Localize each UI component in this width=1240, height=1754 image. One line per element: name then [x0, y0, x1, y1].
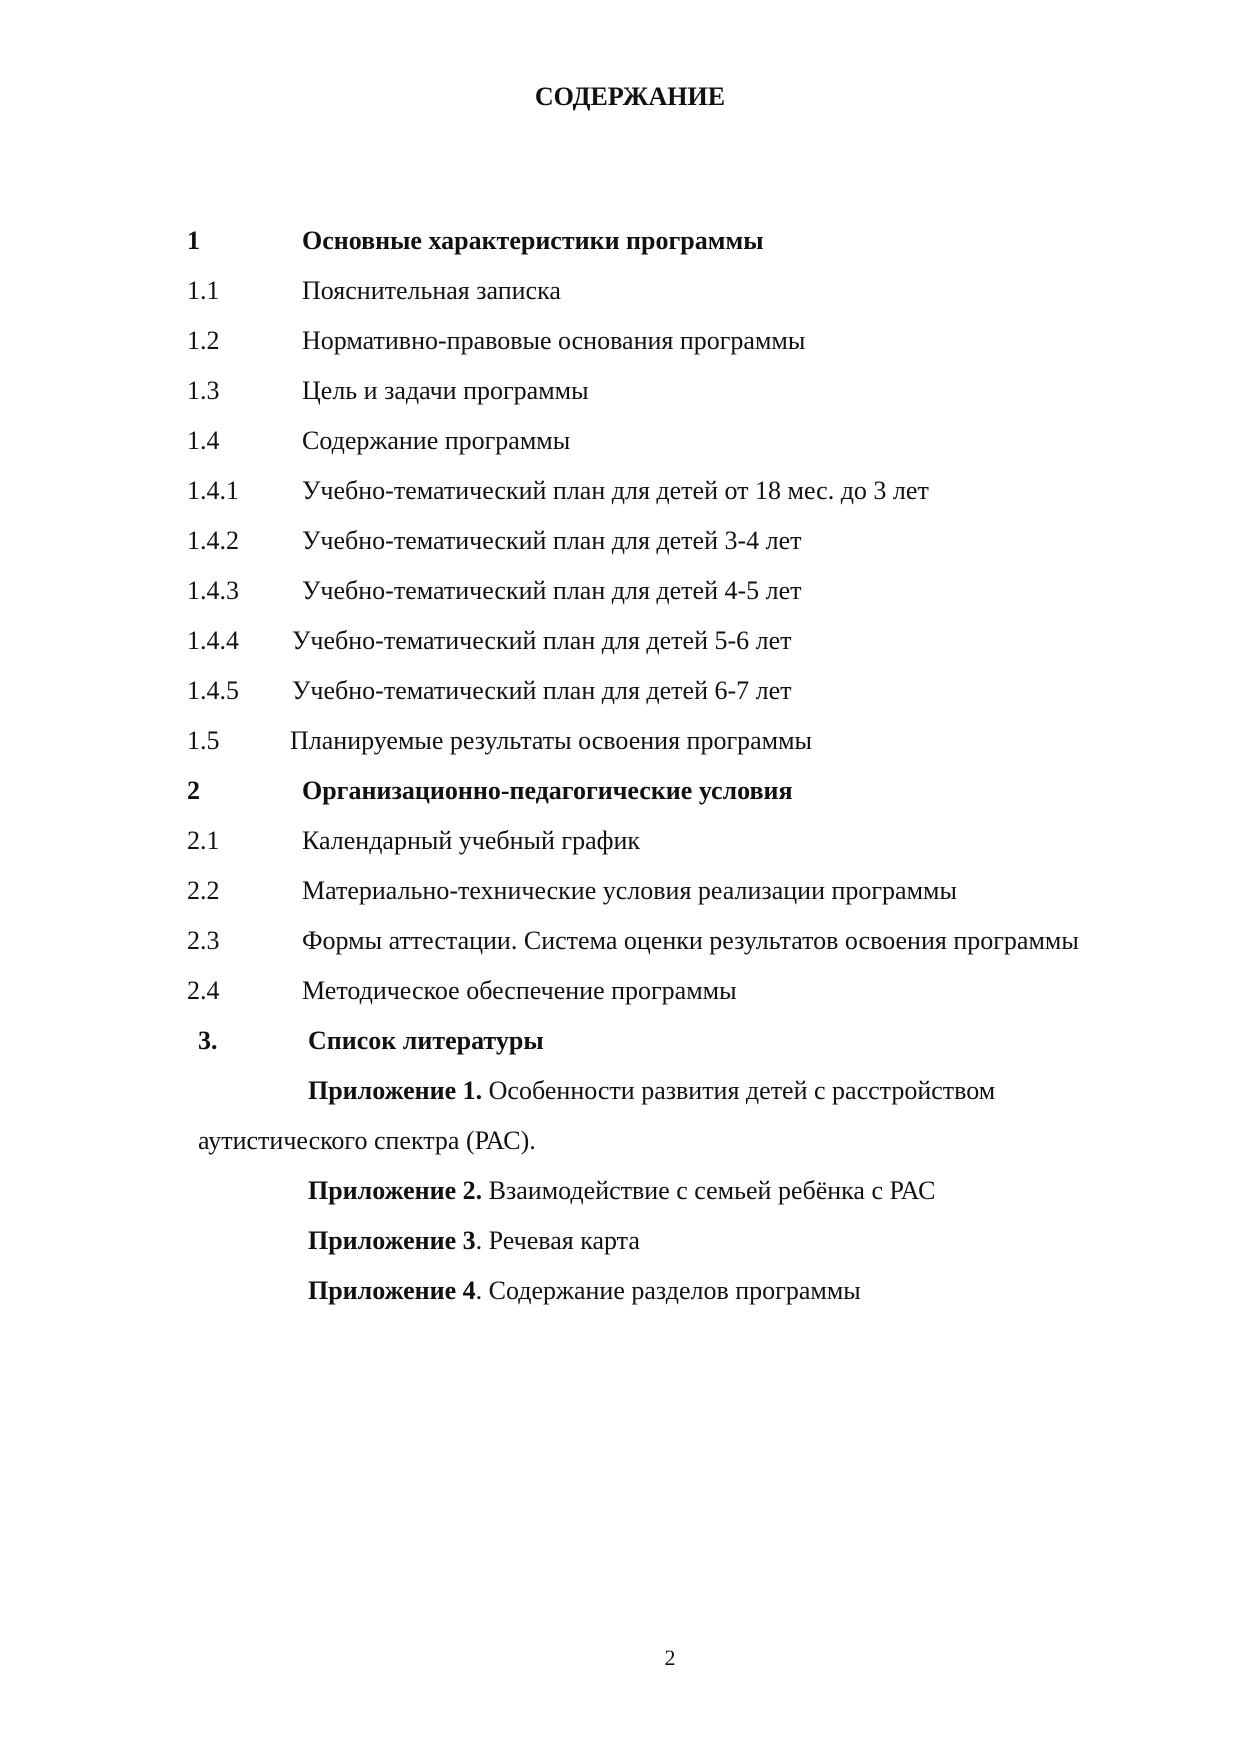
toc-entry-number: 2.2: [187, 876, 220, 905]
appendix-4: [308, 1276, 861, 1306]
toc-entry-1-2: [0, 326, 1240, 356]
appendix-label: Приложение 3: [308, 1226, 476, 1255]
appendix-text: Взаимодействие с семьей ребёнка с РАС: [482, 1176, 936, 1205]
toc-entry-2-1: [0, 826, 1240, 856]
toc-entry-number: 1.4: [187, 426, 220, 455]
appendix-text: Особенности развития детей с расстройством: [482, 1076, 996, 1105]
toc-entry-title: Учебно-тематический план для детей 5-6 лет: [292, 626, 792, 655]
toc-entry-1-3: [0, 376, 1240, 406]
toc-entry-title: Планируемые результаты освоения программы: [290, 726, 813, 755]
appendix-2: [308, 1176, 935, 1206]
toc-entry-number: 2.1: [187, 826, 220, 855]
appendix-1-continuation: аутистического спектра (РАС).: [198, 1126, 536, 1155]
toc-entry-title: Организационно-педагогические условия: [302, 776, 793, 805]
toc-entry-title: Содержание программы: [302, 426, 571, 455]
toc-entry-1-5: [0, 726, 1240, 756]
toc-entry-number: 1.1: [187, 276, 220, 305]
toc-entry-title: Методическое обеспечение программы: [302, 976, 737, 1005]
toc-entry-title: Материально-технические условия реализации программы: [302, 876, 957, 905]
appendix-3: [308, 1226, 640, 1256]
toc-entry-1-4-3: [0, 576, 1240, 606]
toc-entry-number: 1.3: [187, 376, 220, 405]
toc-entry-title: Список литературы: [308, 1026, 544, 1055]
toc-entry-number: 3.: [198, 1026, 218, 1055]
toc-entry-title: Формы аттестации. Система оценки результатов освоения программы: [302, 926, 1079, 955]
toc-entry-number: 2: [187, 776, 200, 805]
page-title: СОДЕРЖАНИЕ: [534, 82, 726, 111]
toc-entry-number: 1.4.5: [187, 676, 239, 705]
toc-entry-title: Нормативно-правовые основания программы: [302, 326, 806, 355]
toc-entry-1-4-4: [0, 626, 1240, 656]
toc-entry-2-2: [0, 876, 1240, 906]
toc-entry-title: Учебно-тематический план для детей 3-4 лет: [302, 526, 802, 555]
toc-entry-title: Цель и задачи программы: [302, 376, 589, 405]
toc-entry-1-4-1: [0, 476, 1240, 506]
toc-entry-title: Основные характеристики программы: [302, 226, 764, 255]
toc-entry-2: [0, 776, 1240, 806]
appendix-1: [308, 1076, 995, 1106]
toc-entry-title: Пояснительная записка: [302, 276, 561, 305]
toc-entry-title: Учебно-тематический план для детей 6-7 лет: [292, 676, 792, 705]
toc-entry-1-1: [0, 276, 1240, 306]
toc-entry-number: 1.4.1: [187, 476, 239, 505]
toc-entry-number: 1.2: [187, 326, 220, 355]
appendix-label: Приложение 2.: [308, 1176, 483, 1205]
toc-entry-2-3: [0, 926, 1240, 956]
toc-entry-1-4-2: [0, 526, 1240, 556]
toc-entry-title: Учебно-тематический план для детей 4-5 лет: [302, 576, 802, 605]
toc-entry-2-4: [0, 976, 1240, 1006]
toc-entry-number: 2.4: [187, 976, 220, 1005]
toc-entry-number: 1.4.2: [187, 526, 239, 555]
toc-entry-3: [0, 1026, 1240, 1056]
appendix-label: Приложение 4: [308, 1276, 476, 1305]
appendix-label: Приложение 1.: [308, 1076, 483, 1105]
toc-entry-1: [0, 226, 1240, 256]
toc-entry-number: 1: [187, 226, 200, 255]
appendix-text: . Содержание разделов программы: [475, 1276, 861, 1305]
toc-entry-title: Учебно-тематический план для детей от 18 мес. до 3 лет: [302, 476, 929, 505]
appendix-text: . Речевая карта: [475, 1226, 640, 1255]
toc-entry-number: 1.5: [187, 726, 220, 755]
toc-entry-number: 1.4.4: [187, 626, 239, 655]
toc-entry-1-4: [0, 426, 1240, 456]
toc-entry-title: Календарный учебный график: [302, 826, 640, 855]
toc-entry-1-4-5: [0, 676, 1240, 706]
toc-entry-number: 1.4.3: [187, 576, 239, 605]
toc-entry-number: 2.3: [187, 926, 220, 955]
page-number: 2: [664, 1645, 676, 1670]
